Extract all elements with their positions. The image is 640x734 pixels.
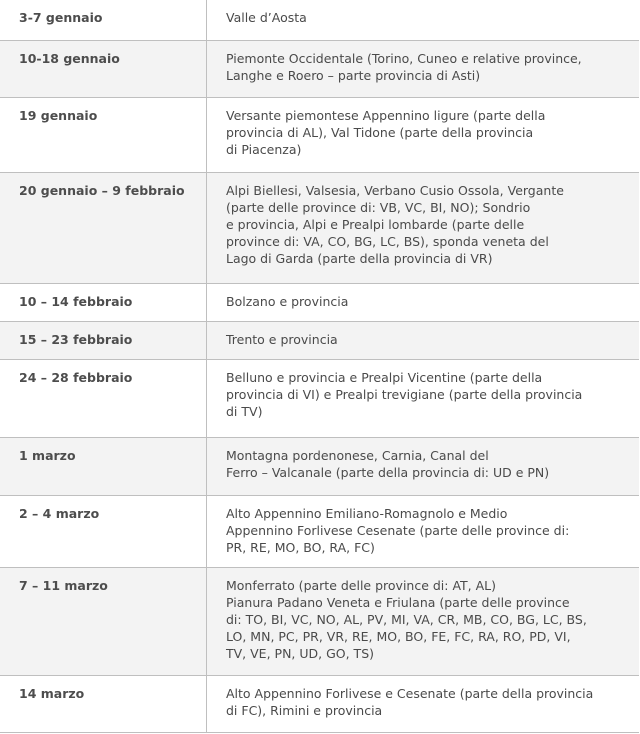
area-cell: Monferrato (parte delle province di: AT, AL) Pianura Padano Veneta e Friulana (parte delle province di: TO, BI, VC, NO, AL, PV, MI, VA, CR, MB, CO, BG, LC, BS, LO, MN, PC, PR, VR, RE, MO, BO, FE, FC, RA, RO, PD, VI, TV, VE, PN, UD, GO, TS) [207, 567, 640, 675]
table-row [0, 437, 639, 495]
area-cell: Trento e provincia [207, 321, 640, 359]
date-cell: 10-18 gennaio [0, 40, 207, 97]
area-cell: Montagna pordenonese, Carnia, Canal del Ferro – Valcanale (parte della provincia di: UD e PN) [207, 437, 640, 495]
table-row [0, 172, 639, 283]
date-cell: 10 – 14 febbraio [0, 283, 207, 321]
table-row [0, 283, 639, 321]
area-cell: Belluno e provincia e Prealpi Vicentine (parte della provincia di VI) e Prealpi trevigiane (parte della provincia di TV) [207, 359, 640, 437]
date-cell: 14 marzo [0, 675, 207, 732]
date-cell: 7 – 11 marzo [0, 567, 207, 675]
date-cell: 24 – 28 febbraio [0, 359, 207, 437]
date-cell: 20 gennaio – 9 febbraio [0, 172, 207, 283]
area-cell: Valle d’Aosta [207, 0, 640, 40]
date-cell: 19 gennaio [0, 97, 207, 172]
area-cell: Piemonte Occidentale (Torino, Cuneo e relative province, Langhe e Roero – parte provincia di Asti) [207, 40, 640, 97]
table-row [0, 675, 639, 732]
area-cell: Alto Appennino Emiliano-Romagnolo e Medio Appennino Forlivese Cesenate (parte delle province di: PR, RE, MO, BO, RA, FC) [207, 495, 640, 567]
area-cell: Versante piemontese Appennino ligure (parte della provincia di AL), Val Tidone (parte della provincia di Piacenza) [207, 97, 640, 172]
table-row [0, 0, 639, 40]
date-cell: 2 – 4 marzo [0, 495, 207, 567]
table-row [0, 359, 639, 437]
table-row [0, 321, 639, 359]
date-cell: 1 marzo [0, 437, 207, 495]
area-cell: Bolzano e provincia [207, 283, 640, 321]
table-row [0, 495, 639, 567]
date-cell: 3-7 gennaio [0, 0, 207, 40]
table-row [0, 97, 639, 172]
date-cell: 15 – 23 febbraio [0, 321, 207, 359]
area-cell: Alpi Biellesi, Valsesia, Verbano Cusio Ossola, Vergante (parte delle province di: VB, VC, BI, NO); Sondrio e provincia, Alpi e Prealpi lombarde (parte delle province di: VA, CO, BG, LC, BS), sponda veneta del Lago di Garda (parte della provincia di VR) [207, 172, 640, 283]
table-row [0, 40, 639, 97]
table-row [0, 567, 639, 675]
area-cell: Alto Appennino Forlivese e Cesenate (parte della provincia di FC), Rimini e provincia [207, 675, 640, 732]
